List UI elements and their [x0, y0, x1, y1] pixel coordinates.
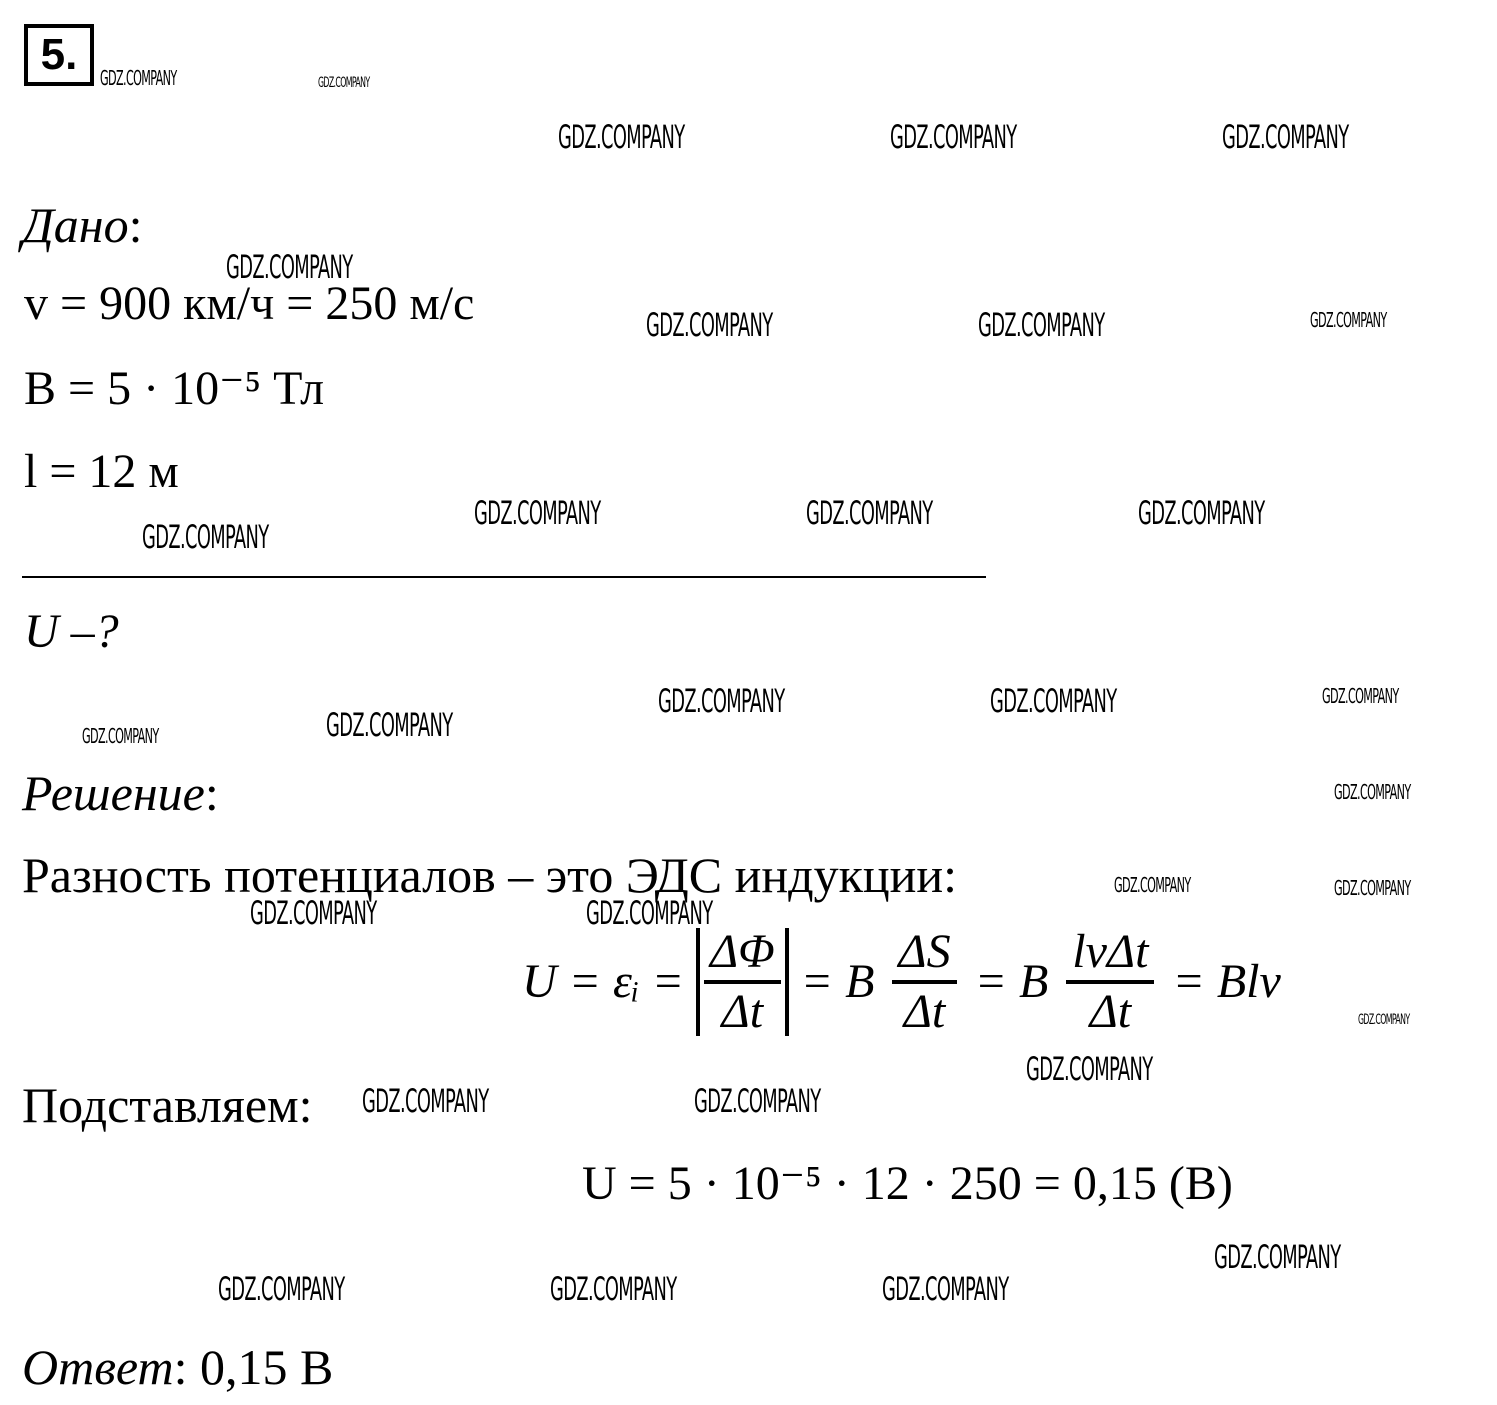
formula-f1-num: ΔS [898, 925, 951, 978]
watermark: GDZ.COMPANY [558, 118, 685, 156]
formula-abs [696, 925, 789, 1038]
formula-abs-num: ΔΦ [709, 925, 775, 978]
problem-number: 5. [24, 24, 94, 86]
watermark: GDZ.COMPANY [1222, 118, 1349, 156]
watermark: GDZ.COMPANY [362, 1082, 489, 1120]
watermark: GDZ.COMPANY [142, 518, 269, 556]
given-length: l = 12 м [24, 445, 179, 498]
answer-heading-text: Ответ [22, 1339, 174, 1395]
answer-value: 0,15 В [187, 1339, 334, 1395]
formula-f2-den: Δt [1066, 980, 1154, 1036]
watermark: GDZ.COMPANY [890, 118, 1017, 156]
watermark: GDZ.COMPANY [474, 494, 601, 532]
formula-f2-num: lvΔt [1072, 925, 1149, 978]
formula-fraction-2 [1066, 925, 1154, 1038]
watermark: GDZ.COMPANY [1026, 1050, 1153, 1088]
find-unknown: U –? [24, 605, 119, 658]
formula-abs-den: Δt [704, 980, 781, 1036]
watermark: GDZ.COMPANY [990, 682, 1117, 720]
formula-lhs: U = εᵢ = [522, 955, 684, 1008]
watermark: GDZ.COMPANY [318, 75, 370, 91]
formula-eq2: = B [974, 955, 1049, 1008]
watermark: GDZ.COMPANY [250, 894, 377, 932]
formula-rhs: = Blv [1172, 955, 1281, 1008]
watermark: GDZ.COMPANY [694, 1082, 821, 1120]
given-heading-colon: : [128, 197, 143, 253]
formula-eq1: = B [800, 955, 875, 1008]
solution-heading [22, 765, 219, 821]
watermark: GDZ.COMPANY [646, 306, 773, 344]
watermark: GDZ.COMPANY [586, 894, 713, 932]
watermark: GDZ.COMPANY [550, 1270, 677, 1308]
watermark: GDZ.COMPANY [1138, 494, 1265, 532]
given-field: B = 5 · 10⁻⁵ Тл [24, 362, 325, 415]
watermark: GDZ.COMPANY [100, 66, 177, 90]
watermark: GDZ.COMPANY [1214, 1238, 1341, 1276]
watermark: GDZ.COMPANY [1114, 873, 1191, 897]
divider [22, 576, 986, 578]
watermark: GDZ.COMPANY [1310, 308, 1387, 332]
watermark: GDZ.COMPANY [978, 306, 1105, 344]
answer-line [22, 1339, 334, 1395]
given-heading-text: Дано [22, 197, 129, 253]
watermark: GDZ.COMPANY [882, 1270, 1009, 1308]
given-heading [22, 197, 143, 253]
watermark: GDZ.COMPANY [806, 494, 933, 532]
substitution-formula: U = 5 · 10⁻⁵ · 12 · 250 = 0,15 (В) [582, 1157, 1233, 1210]
formula-abs-fraction [704, 925, 781, 1038]
watermark: GDZ.COMPANY [1334, 780, 1411, 804]
answer-heading-colon: : [173, 1339, 188, 1395]
substitute-label: Подставляем: [22, 1077, 313, 1133]
watermark: GDZ.COMPANY [1358, 1012, 1410, 1028]
solution-heading-text: Решение [22, 765, 205, 821]
formula-f1-den: Δt [892, 980, 956, 1036]
given-velocity: v = 900 км/ч = 250 м/с [24, 277, 475, 330]
watermark: GDZ.COMPANY [82, 724, 159, 748]
watermark: GDZ.COMPANY [218, 1270, 345, 1308]
formula-fraction-1 [892, 925, 956, 1038]
watermark: GDZ.COMPANY [1322, 684, 1399, 708]
watermark: GDZ.COMPANY [326, 706, 453, 744]
emf-formula [522, 925, 1281, 1038]
watermark: GDZ.COMPANY [226, 248, 353, 286]
solution-heading-colon: : [204, 765, 219, 821]
watermark: GDZ.COMPANY [658, 682, 785, 720]
solution-intro: Разность потенциалов – это ЭДС индукции: [22, 847, 958, 903]
watermark: GDZ.COMPANY [1334, 876, 1411, 900]
